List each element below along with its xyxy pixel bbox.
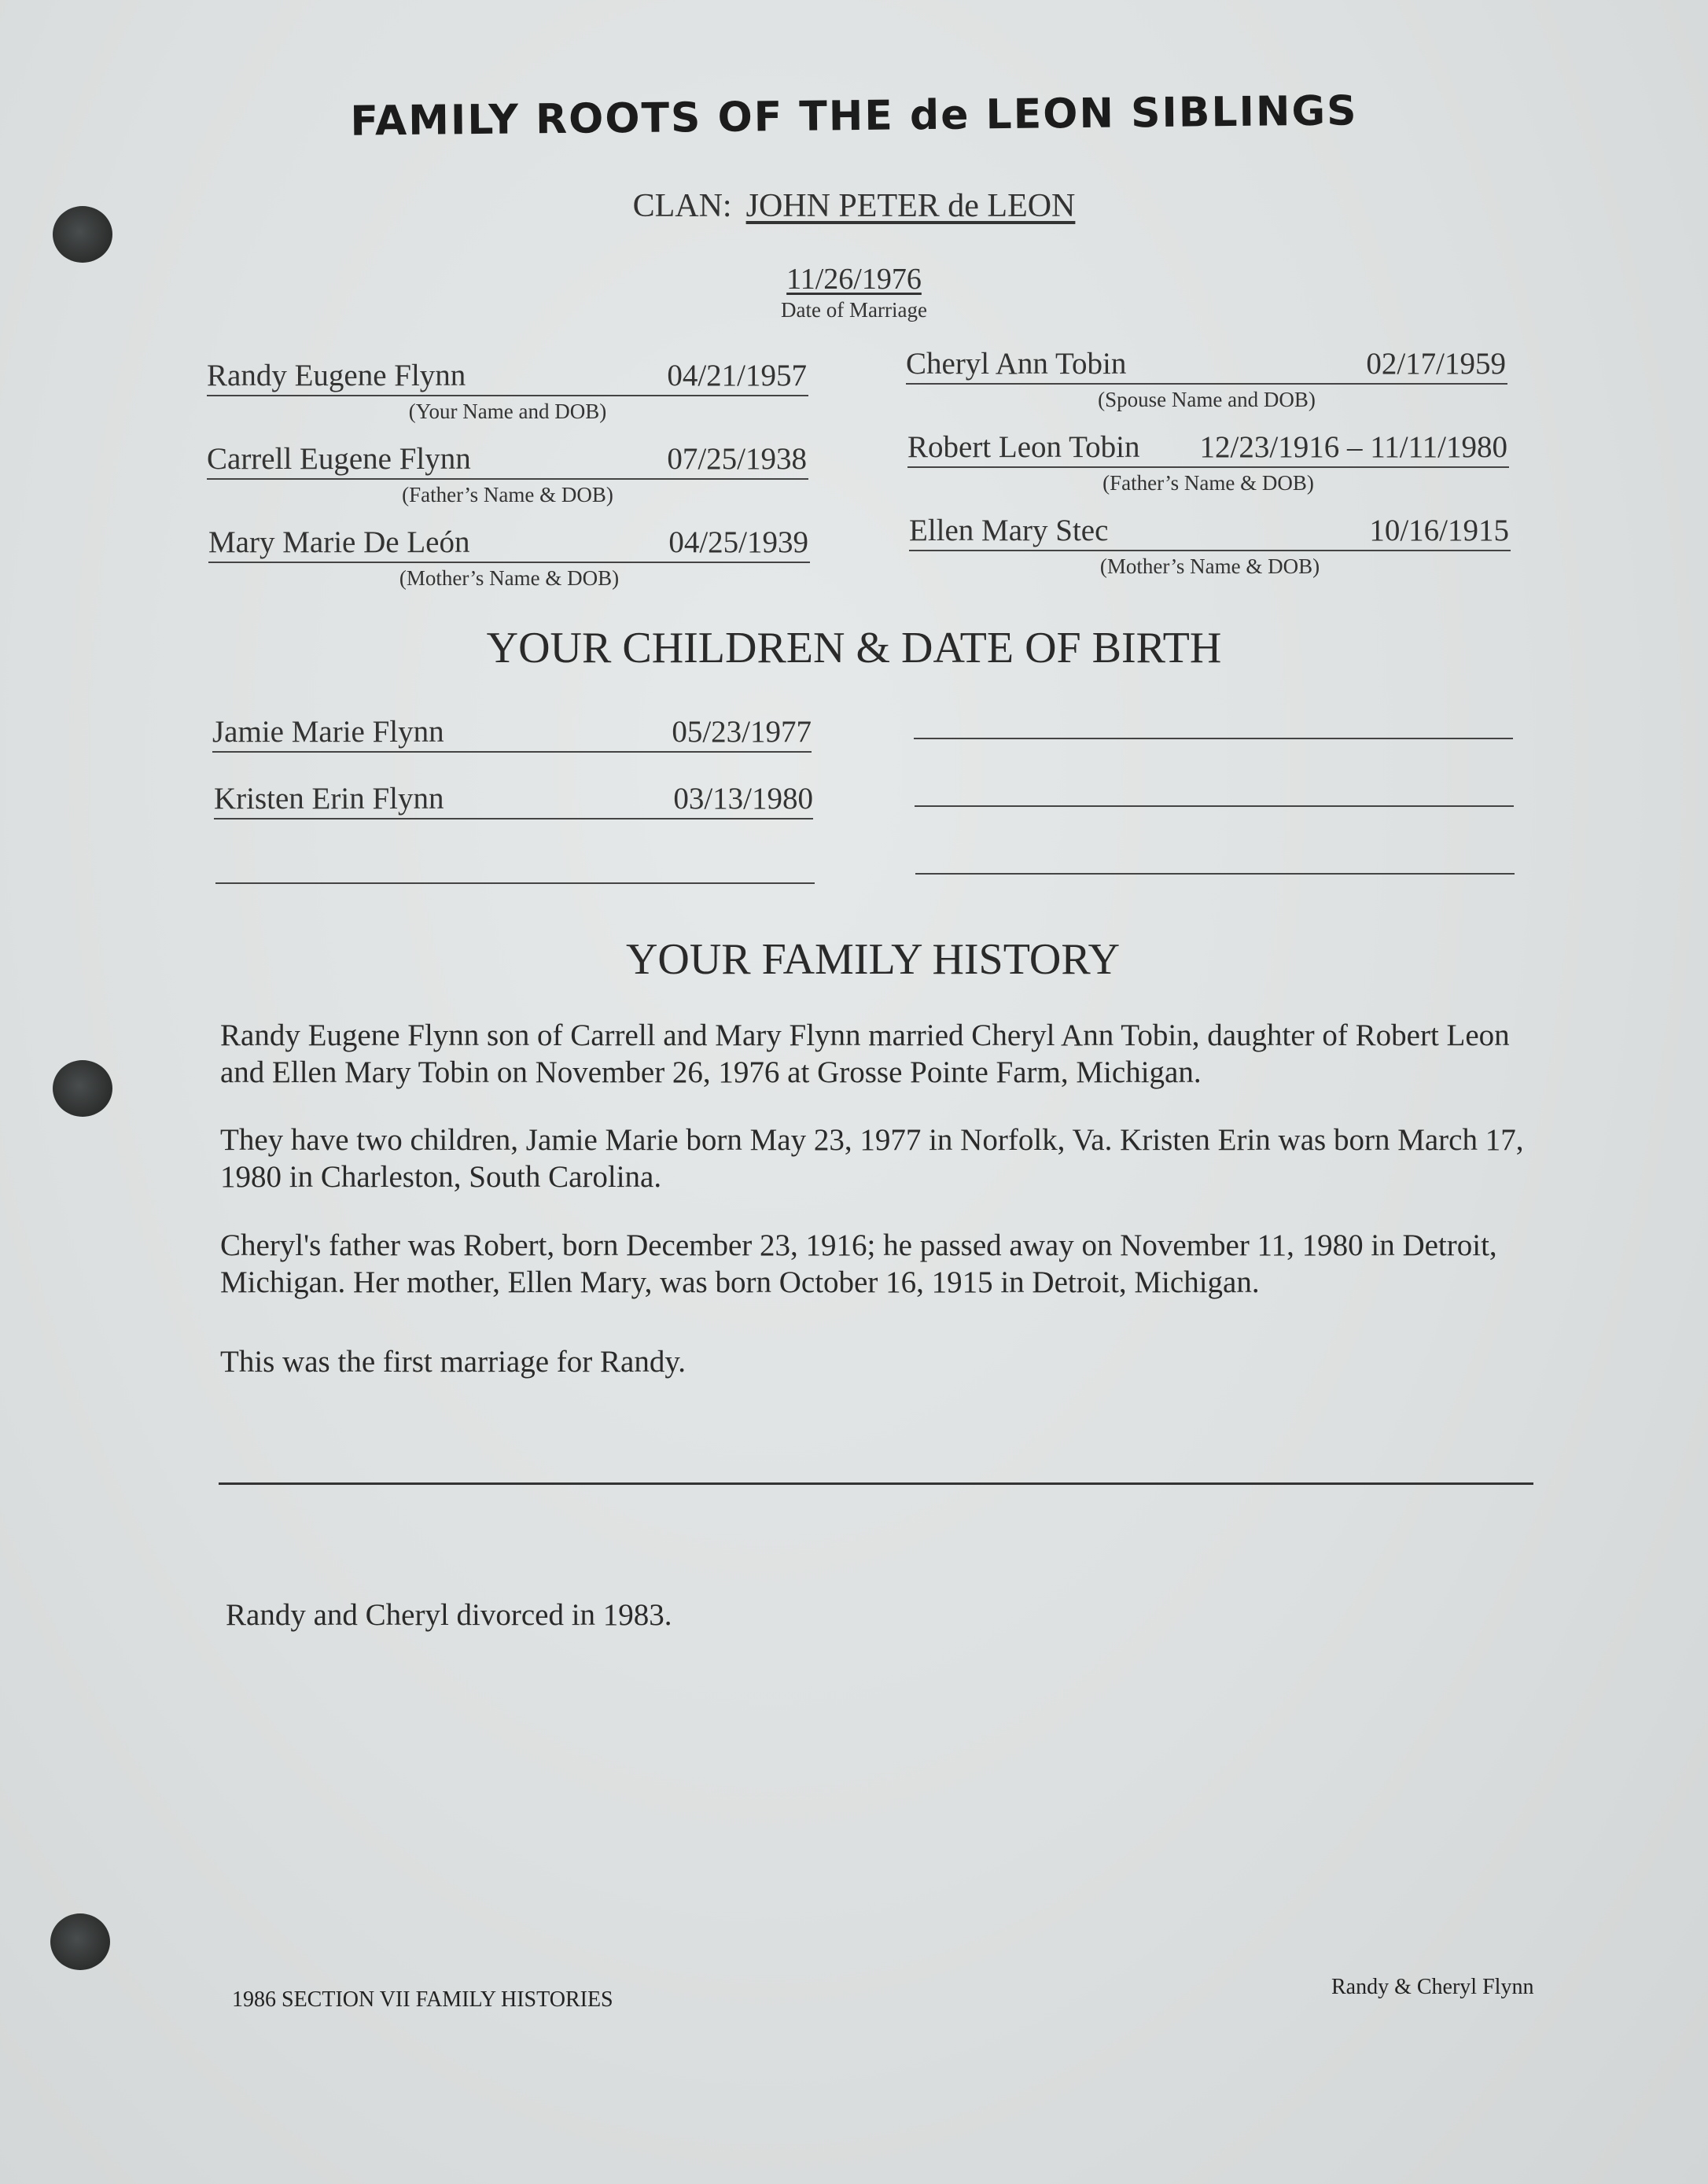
- child-dob: 05/23/1977: [672, 715, 812, 749]
- spouse-father-name: Robert Leon Tobin: [907, 430, 1140, 464]
- page-title: FAMILY ROOTS OF THE de LEON SIBLINGS: [350, 87, 1358, 145]
- mother-dob: 04/25/1939: [668, 525, 808, 559]
- history-text-4: This was the first marriage for Randy.: [220, 1345, 687, 1379]
- father-name-caption: (Father’s Name & DOB): [402, 483, 613, 506]
- history-paragraph: [220, 1227, 1526, 1301]
- child-blank-line: [915, 873, 1515, 875]
- spouse-father-caption: (Father’s Name & DOB): [1102, 471, 1314, 495]
- marriage-date-label: Date of Marriage: [781, 298, 927, 322]
- spouse-name-field: [906, 346, 1507, 412]
- child-blank-line: [215, 882, 815, 884]
- clan-value: JOHN PETER de LEON: [745, 188, 1076, 224]
- spouse-father-field: [907, 429, 1509, 495]
- footer-left: 1986 SECTION VII FAMILY HISTORIES: [232, 1987, 613, 2012]
- clan-line: [0, 187, 1708, 225]
- mother-name-caption: (Mother’s Name & DOB): [399, 566, 620, 590]
- history-heading: YOUR FAMILY HISTORY: [625, 935, 1121, 984]
- history-text-1: Randy Eugene Flynn son of Carrell and Mary Flynn married Cheryl Ann Tobin, daughter of Robert Leon and Ellen Mary Tobin on November 26, 1976 at Grosse Pointe Farm, Michigan.: [220, 1018, 1510, 1089]
- child-name: Kristen Erin Flynn: [214, 782, 444, 816]
- spouse-dob: 02/17/1959: [1366, 347, 1506, 381]
- your-dob: 04/21/1957: [667, 359, 807, 392]
- child-row: [212, 713, 812, 753]
- spouse-mother-caption: (Mother’s Name & DOB): [1099, 554, 1320, 578]
- spouse-mother-name: Ellen Mary Stec: [909, 514, 1109, 547]
- clan-label: CLAN:: [632, 188, 732, 224]
- punch-hole-bottom: [50, 1913, 110, 1970]
- child-blank-line: [914, 738, 1513, 739]
- child-dob: 03/13/1980: [673, 782, 813, 816]
- history-paragraph: [220, 1017, 1526, 1091]
- child-name: Jamie Marie Flynn: [212, 715, 444, 749]
- history-paragraph: [220, 1121, 1526, 1195]
- mother-name-field: [208, 525, 810, 591]
- father-name: Carrell Eugene Flynn: [207, 442, 471, 476]
- your-name-field: [207, 358, 808, 424]
- history-paragraph: [220, 1343, 1526, 1380]
- spouse-name: Cheryl Ann Tobin: [906, 347, 1127, 381]
- spouse-mother-dob: 10/16/1915: [1369, 514, 1509, 547]
- marriage-date: 11/26/1976: [786, 263, 922, 296]
- child-blank-line: [915, 805, 1514, 807]
- divorce-note: Randy and Cheryl divorced in 1983.: [226, 1598, 672, 1632]
- spouse-father-dates: 12/23/1916 – 11/11/1980: [1199, 430, 1507, 464]
- divider-line: [219, 1482, 1533, 1485]
- history-text-2: They have two children, Jamie Marie born May 23, 1977 in Norfolk, Va. Kristen Erin was born March 17, 1980 in Charleston, South Carolina.: [220, 1123, 1524, 1194]
- punch-hole-middle: [53, 1060, 112, 1117]
- children-heading: YOUR CHILDREN & DATE OF BIRTH: [486, 624, 1222, 672]
- child-row: [214, 780, 813, 819]
- footer-right: Randy & Cheryl Flynn: [1331, 1975, 1534, 1999]
- father-dob: 07/25/1938: [667, 442, 807, 476]
- mother-name: Mary Marie De León: [208, 525, 470, 559]
- marriage-date-block: [0, 262, 1708, 322]
- spouse-name-caption: (Spouse Name and DOB): [1098, 388, 1316, 411]
- spouse-mother-field: [909, 513, 1511, 579]
- history-text-3: Cheryl's father was Robert, born December 23, 1916; he passed away on November 11, 1980 in Detroit, Michigan. Her mother, Ellen Mary, was born October 16, 1915 in Detroit, Michigan.: [220, 1228, 1497, 1299]
- your-name-caption: (Your Name and DOB): [408, 400, 607, 423]
- father-name-field: [207, 441, 808, 507]
- your-name: Randy Eugene Flynn: [207, 359, 466, 392]
